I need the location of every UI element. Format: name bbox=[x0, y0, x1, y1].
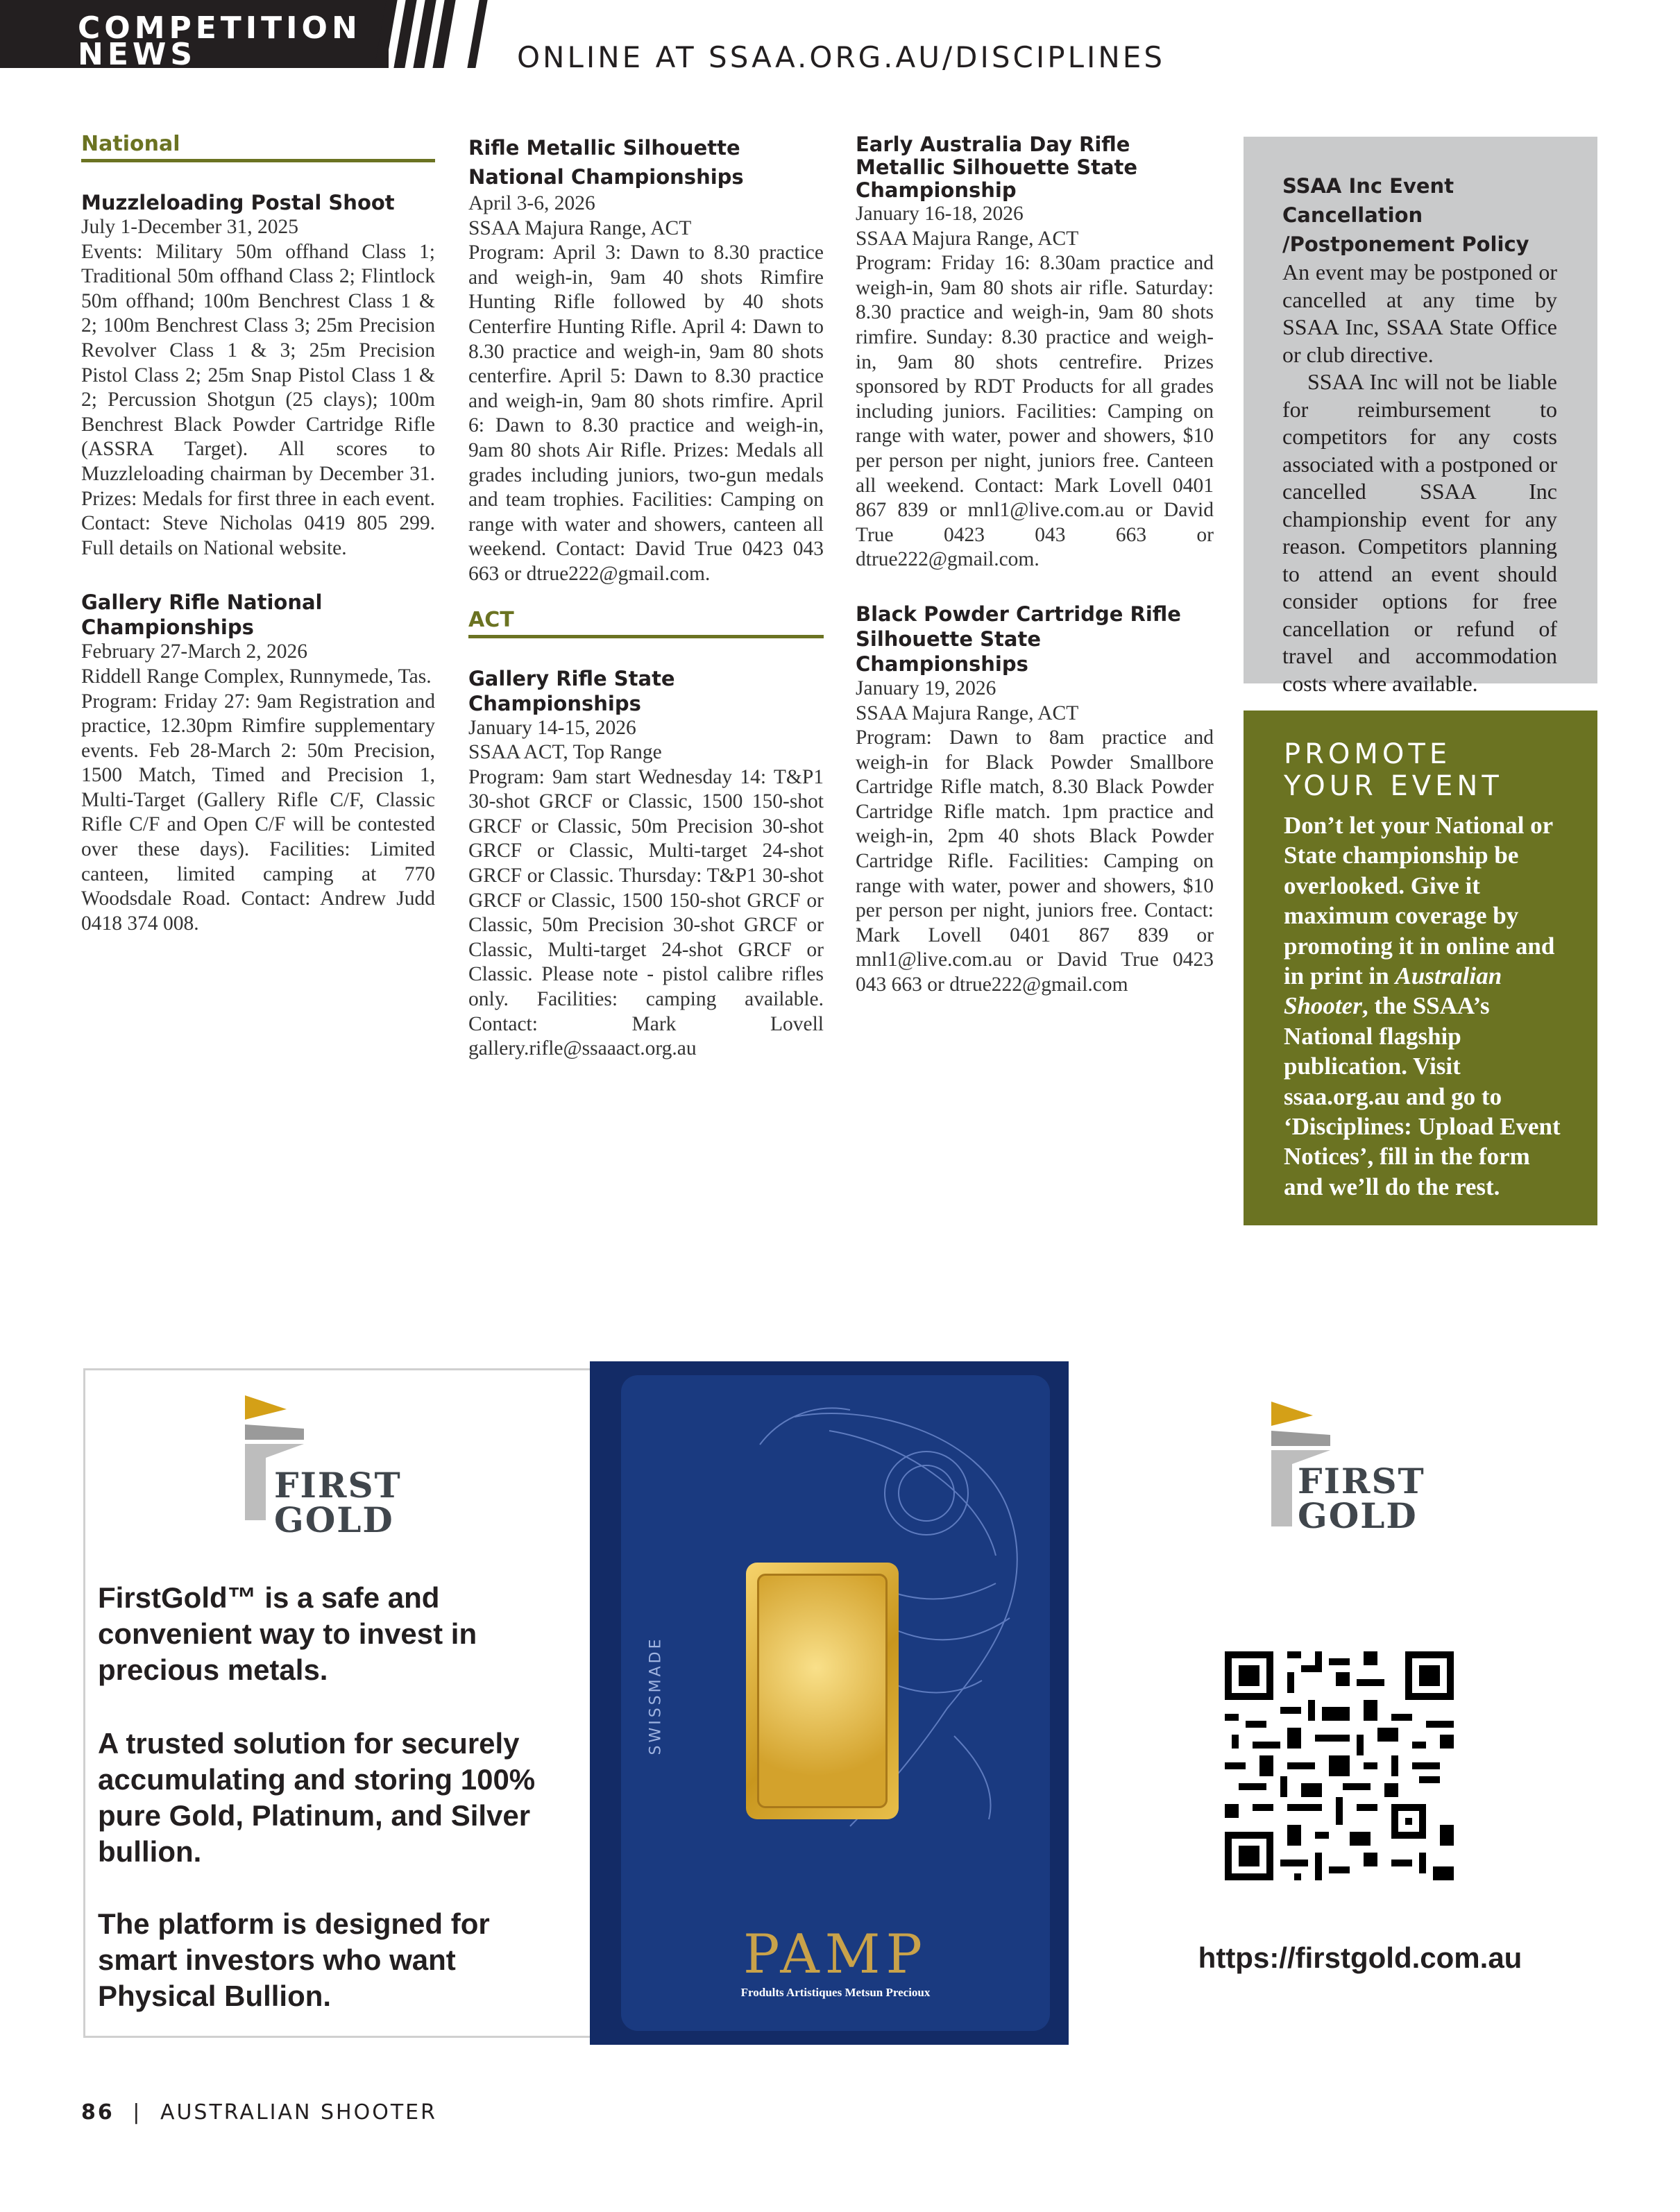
pamp-card bbox=[621, 1375, 1050, 2031]
event-title: Rifle Metallic Silhouette National Championships bbox=[468, 136, 744, 189]
policy-paragraph: An event may be postponed or cancelled at any time by SSAA Inc, SSAA State Office or club directive. bbox=[1282, 260, 1557, 367]
event-details: Program: Friday 27: 9am Registration and practice, 12.30pm Rimfire supplementary events. Feb 28-March 2: 50m Precision, 1500 Match, Timed and Precision 1, Multi-Target (Gallery Rifle C/F, Classic Rifle C/F and Open C/F will be contested over these days). Facilities: Limited canteen, limited camping at 770 Woodsdale Road. Contact: Andrew Judd 0418 374 008. bbox=[81, 690, 435, 935]
firstgold-url-link[interactable]: https://firstgold.com.au bbox=[1198, 1941, 1522, 1974]
page-footer bbox=[81, 2100, 437, 2125]
header-stripe bbox=[432, 0, 455, 68]
event-body bbox=[468, 192, 824, 587]
online-url-banner: ONLINE AT SSAA.ORG.AU/DISCIPLINES bbox=[517, 40, 1165, 74]
logo-word-first: FIRST bbox=[1298, 1461, 1425, 1501]
event-body bbox=[468, 716, 824, 1062]
promote-text: Don’t let your National or State championship be overlooked. Give it maximum coverage by promoting it in online and in print in bbox=[1284, 812, 1555, 990]
magazine-name: Australian Shooter bbox=[1284, 962, 1502, 1020]
event-title: Early Australia Day Rifle Metallic Silhouette State Championship bbox=[856, 133, 1138, 202]
policy-title: SSAA Inc Event Cancellation /Postponement Policy bbox=[1282, 174, 1529, 256]
event-venue: Riddell Range Complex, Runnymede, Tas. bbox=[81, 665, 432, 688]
firstgold-logo bbox=[238, 1388, 418, 1540]
pamp-tagline: Frodults Artistiques Metsun Precioux bbox=[740, 1986, 931, 1999]
promote-text: , the SSAA’s National flagship publication. Visit ssaa.org.au and go to ‘Disciplines: Upload Event Notices’, fill in the form and we’ll do the rest. bbox=[1284, 992, 1561, 1200]
promote-title-line1: PROMOTE bbox=[1284, 738, 1452, 770]
logo-word-gold: GOLD bbox=[1298, 1495, 1418, 1536]
section-title-line2: NEWS bbox=[78, 37, 197, 72]
event-metallic-silhouette-national bbox=[468, 133, 824, 587]
advert-text-panel bbox=[83, 1368, 590, 2038]
section-title bbox=[78, 10, 383, 72]
event-body bbox=[856, 202, 1214, 572]
event-gallery-national bbox=[81, 590, 435, 936]
gold-bar-face bbox=[757, 1574, 888, 1808]
event-date: January 14-15, 2026 bbox=[468, 716, 636, 739]
cancellation-policy-box bbox=[1244, 137, 1597, 696]
promote-event-box bbox=[1244, 711, 1597, 1225]
event-venue: SSAA Majura Range, ACT bbox=[856, 227, 1079, 250]
event-title: Black Powder Cartridge Rifle Silhouette State Championships bbox=[856, 602, 1181, 676]
advert-text: The platform is designed for smart investors who want Physical Bullion. bbox=[98, 1907, 490, 2012]
event-black-powder bbox=[856, 602, 1214, 998]
section-heading-act: ACT bbox=[468, 608, 824, 638]
column-national bbox=[81, 132, 435, 965]
header-stripe bbox=[467, 0, 487, 68]
event-venue: SSAA Majura Range, ACT bbox=[856, 701, 1079, 724]
logo-word-gold: GOLD bbox=[274, 1499, 394, 1540]
policy-paragraph: SSAA Inc will not be liable for reimbursement to competitors for any costs associated with a postponed or cancelled SSAA Inc championship event for any reason. Competitors planning to attend an event should consider options for free cancellation or refund of travel and accommodation costs where available. bbox=[1282, 369, 1557, 696]
gold-bar bbox=[746, 1563, 899, 1819]
column-middle bbox=[468, 133, 824, 1091]
event-gallery-state bbox=[468, 666, 824, 1062]
event-title: Gallery Rifle State Championships bbox=[468, 666, 675, 715]
page-number: 86 bbox=[81, 2100, 114, 2125]
event-date: January 16-18, 2026 bbox=[856, 203, 1024, 225]
event-details: Events: Military 50m offhand Class 1; Traditional 50m offhand Class 2; Flintlock 50m offhand; 100m Benchrest Class 1 & 2; 100m Benchrest Class 3; 25m Precision Revolver Class 1 & 3; 25m Precision Pistol Class 2; 25m Snap Pistol Class 1 & 2; Percussion Shotgun (25 clays); 100m Benchrest Black Powder Cartridge Rifle (ASSRA Target). All scores to Muzzleloading chairman by December 31. Prizes: Medals for first three in each event. Contact: Steve Nicholas 0419 805 299. Full details on National website. bbox=[81, 240, 435, 559]
pamp-wordmark: PAMP bbox=[743, 1923, 928, 1986]
event-details: Program: Dawn to 8am practice and weigh-in for Black Powder Smallbore Cartridge Rifle match, 8.30 Black Powder Cartridge Rifle match. 1pm practice and weigh-in, 2pm 40 shots Black Powder Cartridge Rifle. Facilities: Camping on range with water, power and showers, $10 per person per night, juniors free. Contact: Mark Lovell 0401 867 839 or mnl1@live.com.au or David True 0423 043 663 or dtrue222@gmail.com bbox=[856, 726, 1214, 996]
qr-code-icon[interactable] bbox=[1225, 1651, 1454, 1880]
event-details: Program: Friday 16: 8.30am practice and weigh-in, 9am 80 shots air rifle. Saturday: 8.30 practice and weigh-in, 9am 80 shots rimfire. Sunday: 8.30 practice and weigh-in, 9am 80 shots centrefire. Prizes sponsored by RDT Products for all grades including juniors. Facilities: Camping on range with water, power and showers, $10 per person per night, juniors free. Canteen all weekend. Contact: Mark Lovell 0401 867 839 or mnl1@live.com.au or David True 0423 043 663 or dtrue222@gmail.com. bbox=[856, 252, 1214, 571]
event-date: February 27-March 2, 2026 bbox=[81, 640, 308, 663]
event-body bbox=[856, 677, 1214, 998]
event-date: July 1-December 31, 2025 bbox=[81, 216, 298, 238]
event-title: Muzzleloading Postal Shoot bbox=[81, 191, 395, 214]
advert-text: A trusted solution for securely accumulating and storing 100% pure Gold, Platinum, and Silver bullion. bbox=[98, 1727, 536, 1868]
advert-text: FirstGold™ is a safe and convenient way to invest in precious metals. bbox=[98, 1581, 477, 1686]
pamp-product-panel bbox=[590, 1361, 1069, 2045]
event-early-australia-day bbox=[856, 133, 1214, 572]
footer-separator: | bbox=[133, 2100, 142, 2125]
header-stripe bbox=[393, 0, 416, 68]
event-body bbox=[81, 215, 435, 561]
event-details: Program: 9am start Wednesday 14: T&P1 30-shot GRCF or Classic, 1500 150-shot GRCF or Classic, 50m Precision 30-shot GRCF or Classic, Multi-target 24-shot GRCF or Classic. Thursday: T&P1 30-shot GRCF or Classic, 1500 150-shot GRCF or Classic, 50m Precision 30-shot GRCF or Classic, Multi-target 24-shot GRCF or Classic. Please note - pistol calibre rifles only. Facilities: camping available. Contact: Mark Lovell gallery.rifle@ssaaact.org.au bbox=[468, 765, 824, 1060]
section-title-line1: COMPETITION bbox=[78, 10, 362, 46]
event-muzzleloading bbox=[81, 190, 435, 561]
event-title: Gallery Rifle National Championships bbox=[81, 590, 323, 640]
swissmade-label: SWISSMADE bbox=[647, 1636, 665, 1755]
firstgold-advert bbox=[83, 1361, 1069, 2045]
promote-title bbox=[1284, 738, 1563, 802]
magazine-title: AUSTRALIAN SHOOTER bbox=[160, 2100, 437, 2125]
promote-body bbox=[1284, 810, 1563, 1202]
event-date: April 3-6, 2026 bbox=[468, 192, 595, 214]
promote-title-line2: YOUR EVENT bbox=[1284, 770, 1503, 802]
event-venue: SSAA Majura Range, ACT bbox=[468, 216, 692, 239]
section-heading-national: National bbox=[81, 132, 435, 162]
event-venue: SSAA ACT, Top Range bbox=[468, 741, 662, 764]
column-right bbox=[856, 133, 1214, 1027]
event-details: Program: April 3: Dawn to 8.30 practice and weigh-in, 9am 40 shots Rimfire Hunting Rifle followed by 40 shots Centerfire Hunting Rifle. April 4: Dawn to 8.30 practice and weigh-in, 9am 80 shots centerfire. April 5: Dawn to 8.30 practice and weigh-in, 9am 80 shots rimfire. April 6: Dawn to 8.30 practice and weigh-in, 9am 80 shots Air Rifle. Prizes: Medals all grades including juniors, two-gun medals and team trophies. Facilities: Camping on range with water and showers, canteen all weekend. Contact: David True 0423 043 663 or dtrue222@gmail.com. bbox=[468, 241, 824, 585]
header-stripe bbox=[413, 0, 436, 68]
logo-word-first: FIRST bbox=[274, 1465, 402, 1506]
event-date: January 19, 2026 bbox=[856, 677, 996, 699]
event-body bbox=[81, 640, 435, 936]
firstgold-logo-right bbox=[1264, 1395, 1473, 1554]
